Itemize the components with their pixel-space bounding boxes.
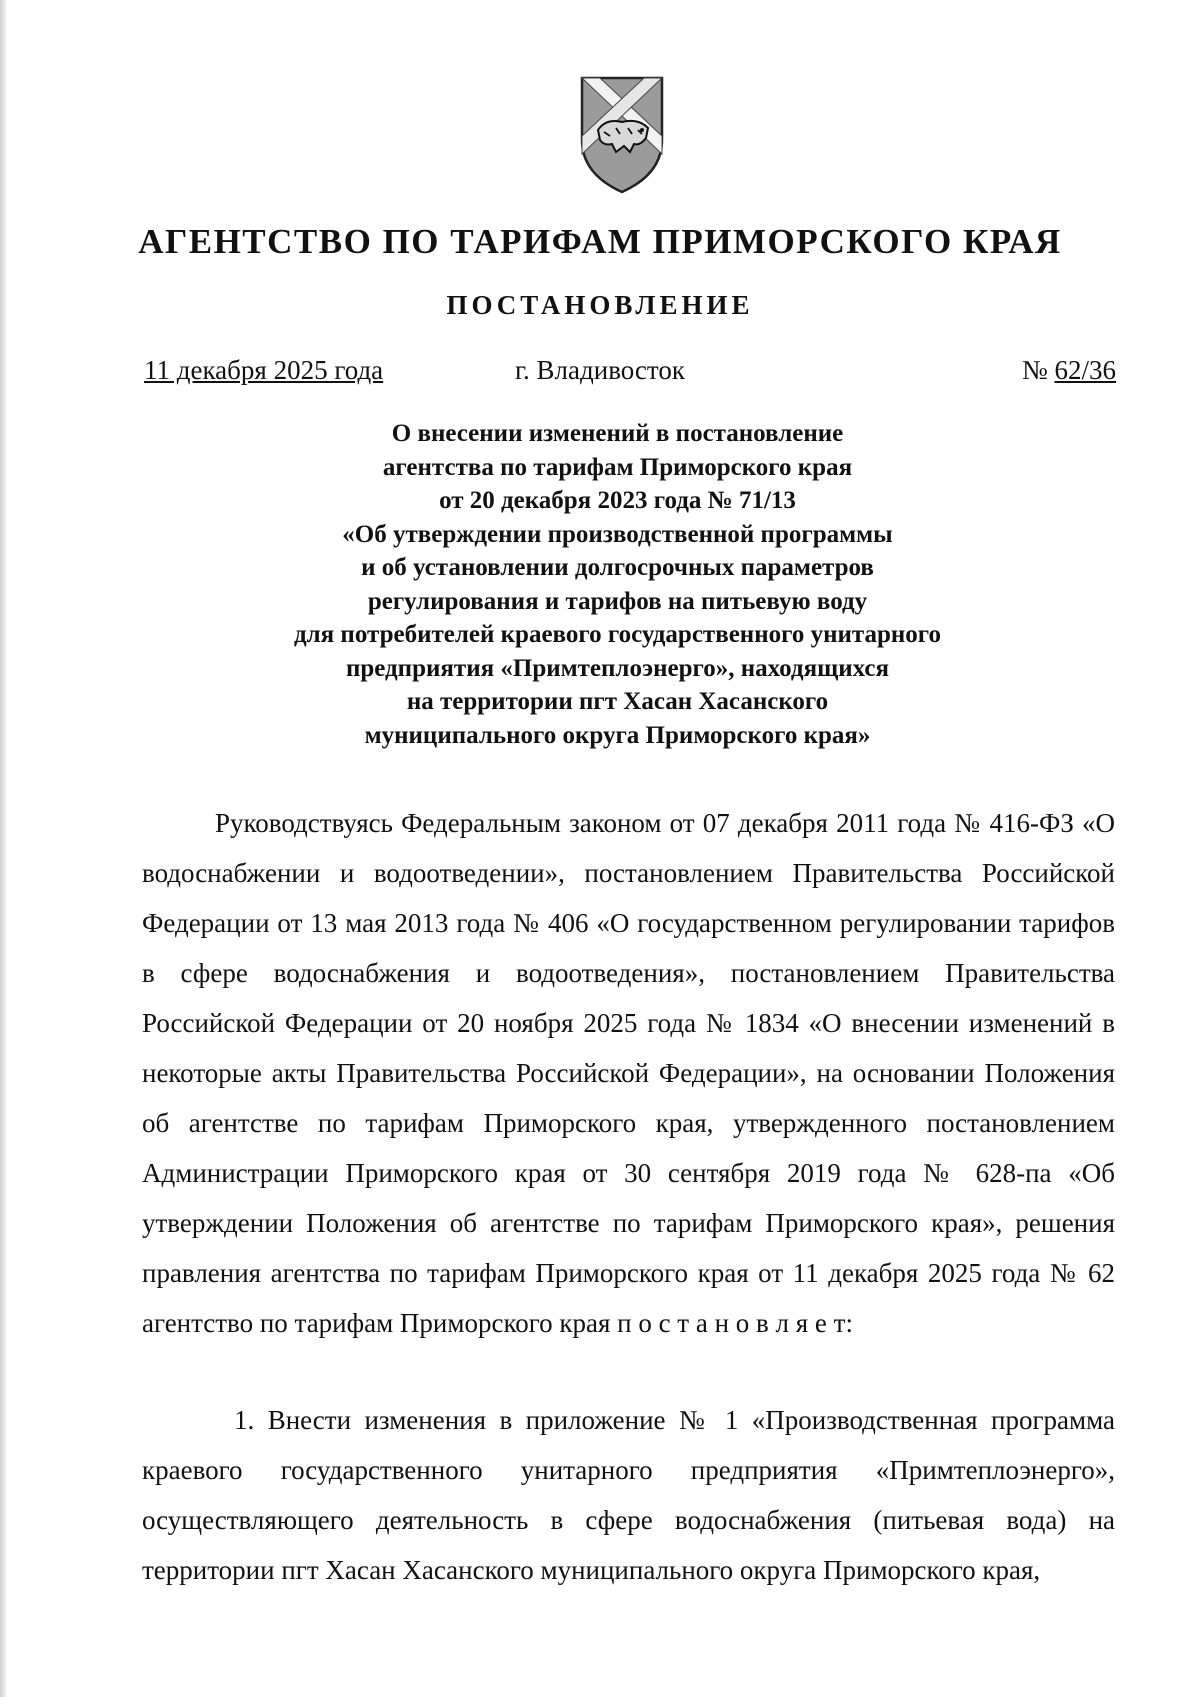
subject-line: «Об утверждении производственной программы <box>342 520 893 548</box>
subject-line: от 20 декабря 2023 года № 71/13 <box>439 487 796 514</box>
subject-line: и об установлении долгосрочных параметров <box>361 554 874 581</box>
document-city: г. Владивосток <box>515 355 685 385</box>
document-type: ПОСТАНОВЛЕНИЕ <box>446 290 754 320</box>
document-subject <box>140 417 1095 752</box>
subject-line: на территории пгт Хасан Хасанского <box>406 688 829 715</box>
subject-line: муниципального округа Приморского края» <box>364 721 871 749</box>
agency-name: АГЕНТСТВО ПО ТАРИФАМ ПРИМОРСКОГО КРАЯ <box>138 222 1062 261</box>
document-date: 11 декабря 2025 года <box>144 355 384 385</box>
coat-of-arms-icon <box>576 70 668 196</box>
preamble-paragraph: Руководствуясь Федеральным законом от 07 декабря 2011 года № 416-ФЗ «О водоснабжении и водоотведении», постановлением Правительства Российской Федерации от 13 мая 2013 года № 406 «О государственном регулировании тарифов в сфере водоснабжения и водоотведения», постановлением Правительства Российской Федерации от 20 ноября 2025 года № 1834 «О внесении изменений в некоторые акты Правительства Российской Федерации», на основании Положения об агентстве по тарифам Приморского края, утвержденного постановлением Администрации Приморского края от 30 сентября 2019 года № 628-па «Об утверждении Положения об агентстве по тарифам Приморского края», решения правления агентства по тарифам Приморского края от 11 декабря 2025 года № 62 агентство по тарифам Приморского края п о с т а н о в л я е т: <box>142 808 1115 1338</box>
document-number <box>1022 355 1116 386</box>
number-prefix: № <box>1021 355 1055 385</box>
subject-line: О внесении изменений в постановление <box>391 420 844 447</box>
subject-line: регулирования и тарифов на питьевую воду <box>367 587 868 615</box>
item-1-paragraph: 1. Внести изменения в приложение № 1 «Производственная программа краевого государственного унитарного предприятия «Примтеплоэнерго», осуществляющего деятельность в сфере водоснабжения (питьевая вода) на территории пгт Хасан Хасанского муниципального округа Приморского края, <box>142 1405 1115 1585</box>
subject-line: агентства по тарифам Приморского края <box>382 453 853 481</box>
subject-line: для потребителей краевого государственного унитарного <box>293 621 942 648</box>
number-value: 62/36 <box>1054 355 1116 385</box>
subject-line: предприятия «Примтеплоэнерго», находящихся <box>345 654 890 682</box>
